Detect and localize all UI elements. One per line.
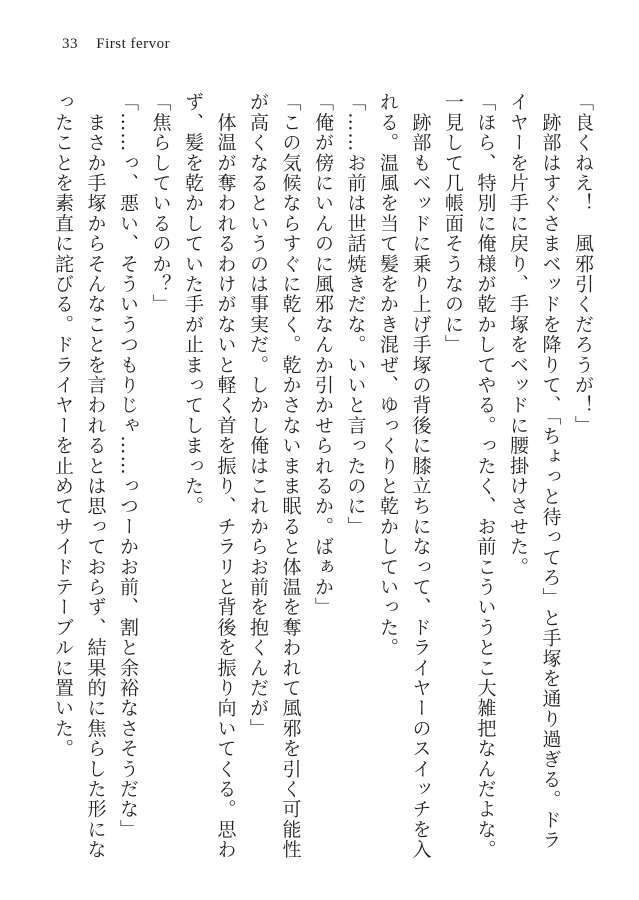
running-header — [62, 36, 170, 53]
paragraph: 跡部はすぐさまベッドを降りて、「ちょっと待ってろ」と手塚を通り過ぎる。ドライヤーを片手に戻り、手塚をベッドに腰掛けさせた。 — [507, 92, 562, 851]
paragraph: 「……お前は世話焼きだな。いいと言ったのに」 — [344, 92, 367, 537]
vertical-body-text — [39, 92, 599, 862]
paragraph: 跡部もベッドに乗り上げ手塚の背後に膝立ちになって、ドライヤーのスイッチを入れる。温風を当て髪をかき混ぜ、ゆっくりと乾かしていった。 — [377, 92, 432, 860]
page-number: 33 — [62, 36, 78, 52]
paragraph: まさか手塚からそんなことを言われるとは思っておらず、結果的に焦らした形になったことを素直に詫びる。ドライヤーを止めてサイドテーブルに置いた。 — [52, 92, 107, 860]
book-title: First fervor — [96, 36, 171, 52]
paragraph: 「俺が傍にいんのに風邪なんか引かせられるか。ばぁか」 — [312, 92, 334, 618]
paragraph: 「ほら、特別に俺様が乾かしてやる。ったく、お前こういうとこ大雑把なんだよな。一見して几帳面そうなのに」 — [442, 92, 497, 860]
paragraph: 「焦らしているのか？」 — [149, 92, 172, 315]
paragraph: 体温が奪われるわけがないと軽く首を振り、チラリと背後を振り向いてくる。思わず、髪を乾かしていた手が止まってしまった。 — [182, 92, 237, 860]
paragraph: 「良くねえ！ 風邪引くだろうが！」 — [572, 92, 594, 436]
paragraph: 「……っ、悪い、そういうつもりじゃ……っつーかお前、割と余裕なさそうだな」 — [117, 92, 139, 840]
paragraph: 「この気候ならすぐに乾く。乾かさないまま眠ると体温を奪われて風邪を引く可能性が高くなるというのは事実だ。しかし俺はこれからお前を抱くんだが」 — [247, 92, 302, 860]
